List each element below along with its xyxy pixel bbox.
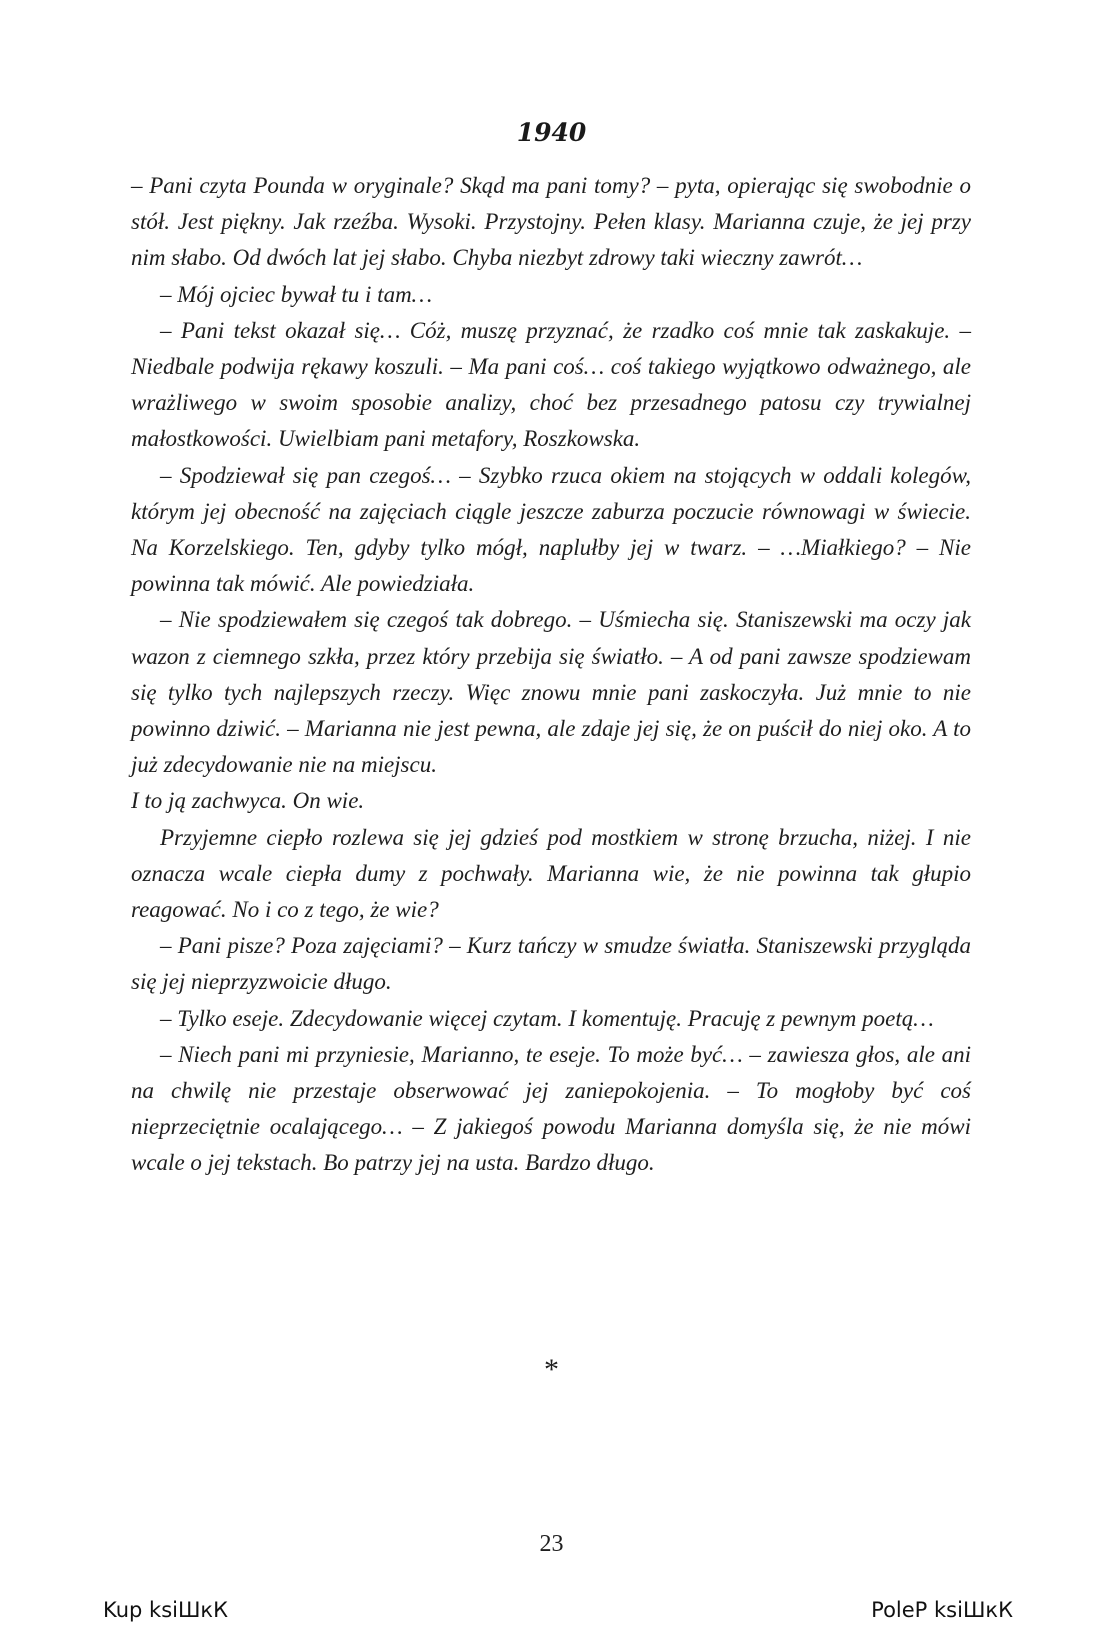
- paragraph: – Pani czyta Pounda w oryginale? Skąd ma pani tomy? – pyta, opierając się swobodnie o stół. Jest piękny. Jak rzeźba. Wysoki. Przystojny. Pełen klasy. Marianna czuje, że jej przy nim słabo. Od dwóch lat jej słabo. Chyba niezbyt zdrowy taki wieczny zawrót…: [131, 173, 971, 271]
- paragraph: – Niech pani mi przyniesie, Marianno, te eseje. To może być… – zawiesza głos, ale ani na chwilę nie przestaje obserwować jej zaniepokojenia. – To mogłoby być coś nieprzeciętnie ocalającego… – Z jakiegoś powodu Marianna domyśla się, że nie mówi wcale o jej tekstach. Bo patrzy jej na usta. Bardzo długo.: [131, 1041, 971, 1176]
- paragraph: – Pani pisze? Poza zajęciami? – Kurz tańczy w smudze światła. Staniszewski przygląda się jej nieprzyzwoicie długo.: [131, 933, 971, 995]
- paragraph: – Pani tekst okazał się… Cóż, muszę przyznać, że rzadko coś mnie tak zaskakuje. – Niedbale podwija rękawy koszuli. – Ma pani coś… coś takiego wyjątkowo odważnego, ale wrażliwego w swoim sposobie analizy, choć bez przesadnego patosu czy trywialnej małostkowości. Uwielbiam pani metafory, Roszkowska.: [131, 317, 971, 452]
- paragraph: I to ją zachwyca. On wie.: [131, 788, 365, 814]
- paragraph: – Nie spodziewałem się czegoś tak dobrego. – Uśmiecha się. Staniszewski ma oczy jak wazon z ciemnego szkła, przez który przebija się światło. – A od pani zawsze spodziewam się tylko tych najlepszych rzeczy. Więc znowu mnie pani zaskoczyła. Już mnie to nie powinno dziwić. – Marianna nie jest pewna, ale zdaje jej się, że on puścił do niej oko. A to już zdecydowanie nie na miejscu.: [131, 607, 971, 778]
- paragraph: – Tylko eseje. Zdecydowanie więcej czytam. I komentuję. Pracuję z pewnym poetą…: [160, 1005, 934, 1031]
- chapter-heading: 1940: [516, 118, 587, 147]
- buy-book-link[interactable]: Kup ksiШкК: [103, 1598, 229, 1622]
- page-body: [131, 168, 971, 1182]
- recommend-book-link[interactable]: PoleР ksiШкК: [871, 1598, 1013, 1622]
- paragraph: – Spodziewał się pan czegoś… – Szybko rzuca okiem na stojących w oddali kolegów, którym jej obecność na zajęciach ciągle jeszcze zaburza poczucie równowagi w świecie. Na Korzelskiego. Ten, gdyby tylko mógł, naplułby jej w twarz. – …Miałkiego? – Nie powinna tak mówić. Ale powiedziała.: [131, 462, 971, 597]
- paragraph: Przyjemne ciepło rozlewa się jej gdzieś pod mostkiem w stronę brzucha, niżej. I nie oznacza wcale ciepła dumy z pochwały. Marianna wie, że nie powinna tak głupio reagować. No i co z tego, że wie?: [131, 824, 971, 923]
- section-separator: *: [544, 1353, 559, 1386]
- paragraph: – Mój ojciec bywał tu i tam…: [160, 281, 433, 307]
- page-number: 23: [539, 1531, 564, 1557]
